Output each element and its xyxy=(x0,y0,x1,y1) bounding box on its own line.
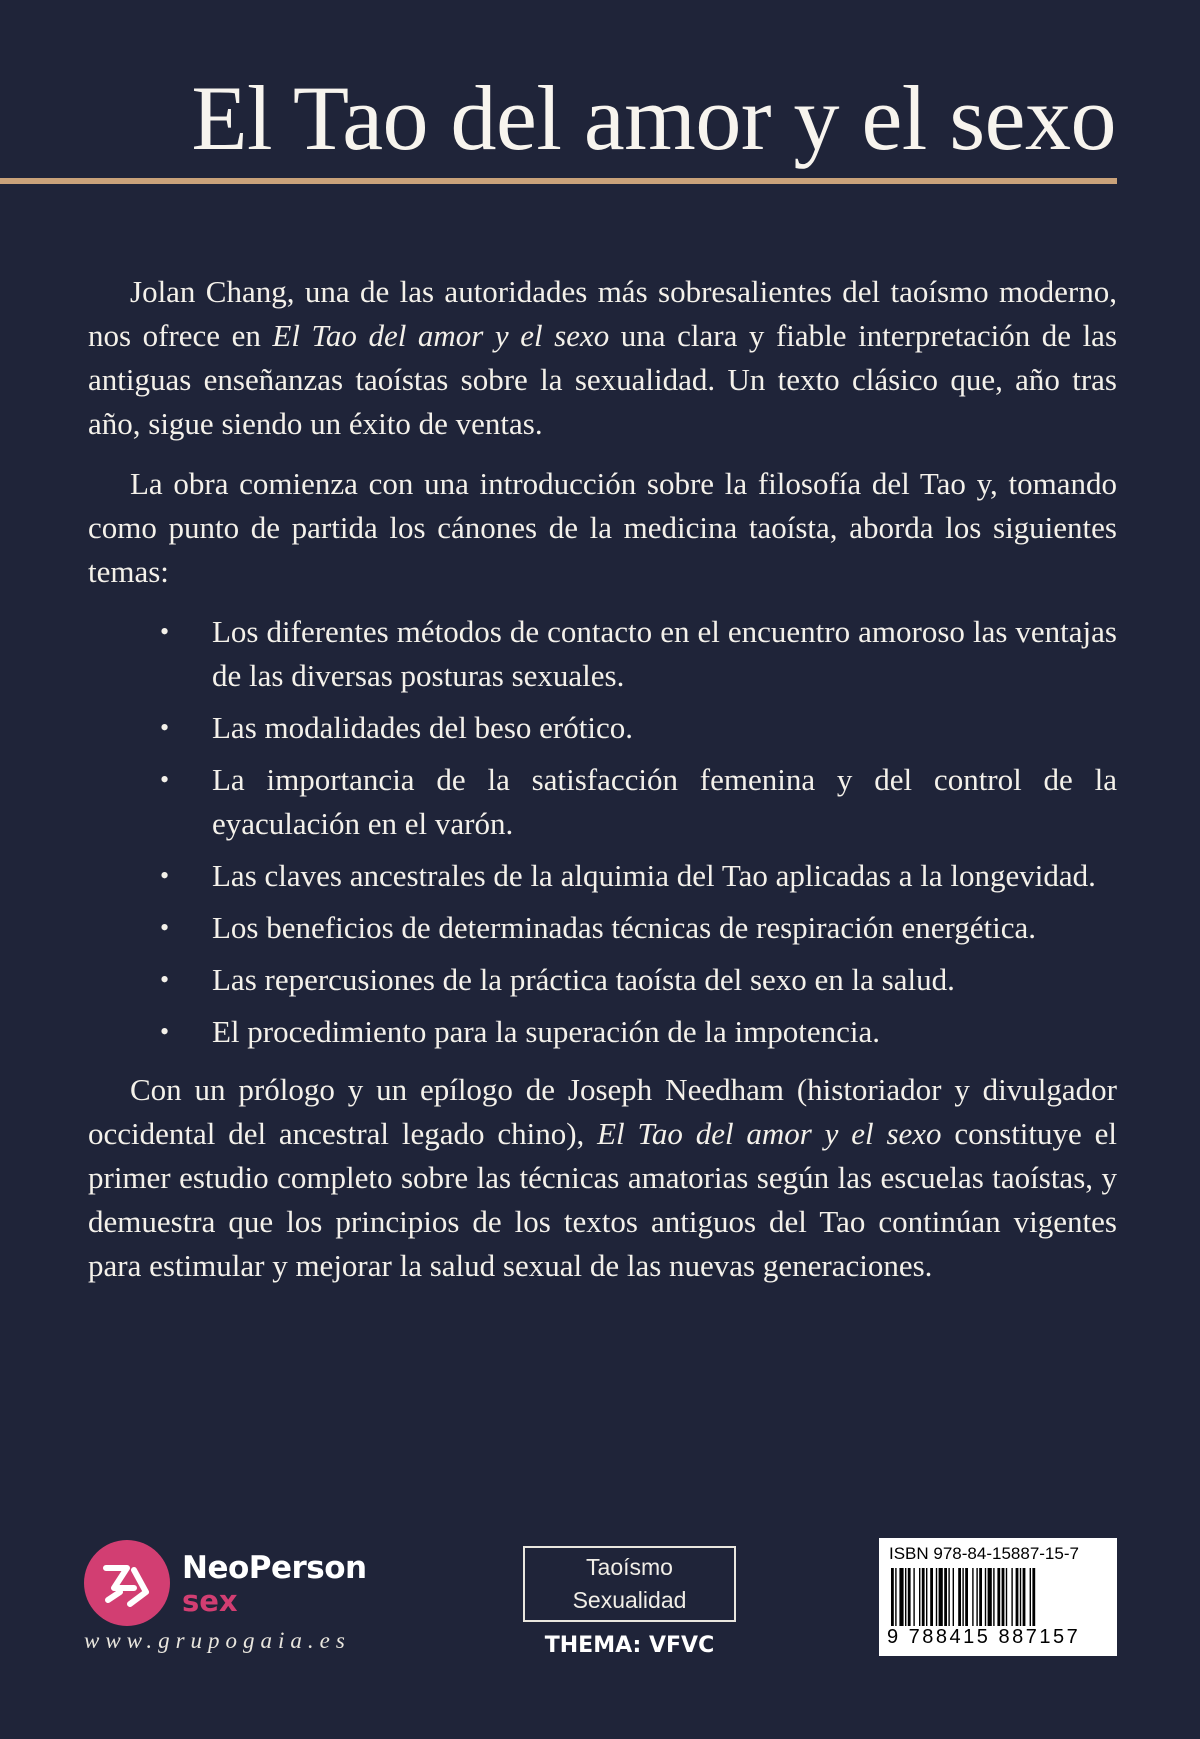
barcode-bar xyxy=(1020,1568,1021,1626)
publisher-logo-icon xyxy=(84,1540,170,1626)
barcode-bar xyxy=(930,1568,933,1626)
bullet-icon: • xyxy=(160,1017,170,1046)
barcode-bar xyxy=(919,1568,920,1626)
list-item xyxy=(88,758,1117,846)
list-item xyxy=(88,706,1117,750)
topic-text: El procedimiento para la superación de la impotencia. xyxy=(212,1014,880,1049)
barcode-bar xyxy=(958,1568,961,1626)
topic-text: Las claves ancestrales de la alquimia del Tao aplicadas a la longevidad. xyxy=(212,858,1096,893)
barcode-bar xyxy=(1002,1568,1005,1626)
publisher-imprint: sex xyxy=(182,1584,238,1618)
intro-text-a: Jolan Chang, una de las autoridades más sobresalientes del taoísmo moderno, nos ofrece en xyxy=(88,274,1117,353)
barcode-bar xyxy=(985,1568,986,1626)
closing-book-title: El Tao del amor y el sexo xyxy=(597,1116,942,1151)
barcode-bar xyxy=(895,1568,896,1626)
barcode-digits: 9 788415 887157 xyxy=(887,1626,1081,1648)
bullet-icon: • xyxy=(160,965,170,994)
barcode-bar xyxy=(936,1568,937,1626)
bullet-icon: • xyxy=(160,861,170,890)
list-item xyxy=(88,906,1117,950)
barcode-bar xyxy=(905,1568,906,1626)
barcode-bar xyxy=(997,1568,1000,1626)
barcode-bar xyxy=(979,1568,982,1626)
list-item xyxy=(88,854,1117,898)
barcode-bars xyxy=(889,1568,1107,1626)
barcode-bar xyxy=(988,1568,992,1626)
category-box xyxy=(523,1546,736,1622)
closing-text-b: constituye el primer estudio completo sobre las técnicas amatorias según las escuelas taoístas, y demuestra que los principios de los textos antiguos del Tao continúan vigentes para estimular y mejorar la salud sexual de las nuevas generaciones. xyxy=(88,1116,1117,1283)
topic-text: La importancia de la satisfacción femenina y del control de la eyaculación en el varón. xyxy=(212,762,1117,841)
back-cover-text xyxy=(88,270,1117,1304)
bullet-icon: • xyxy=(160,913,170,942)
publisher-name: NeoPerson xyxy=(182,1550,367,1586)
barcode-bar xyxy=(908,1568,911,1626)
barcode-bar xyxy=(1030,1568,1031,1626)
barcode-bar xyxy=(1023,1568,1026,1626)
topic-text: Las repercusiones de la práctica taoísta del sexo en la salud. xyxy=(212,962,955,997)
barcode-bar xyxy=(891,1568,894,1626)
book-title: El Tao del amor y el sexo xyxy=(191,67,1116,169)
overview-paragraph: La obra comienza con una introducción sobre la filosofía del Tao y, tomando como punto de partida los cánones de la medicina taoísta, aborda los siguientes temas: xyxy=(88,466,1117,589)
isbn-label: ISBN 978-84-15887-15-7 xyxy=(889,1544,1079,1563)
barcode-bar xyxy=(976,1568,977,1626)
barcode-bar xyxy=(939,1568,943,1626)
category-label: Taoísmo xyxy=(586,1554,673,1580)
barcode-bar xyxy=(993,1568,994,1626)
barcode-bar xyxy=(948,1568,949,1626)
barcode-bar xyxy=(1006,1568,1007,1626)
topic-text: Los beneficios de determinadas técnicas de respiración energética. xyxy=(212,910,1036,945)
barcode-bar xyxy=(1011,1568,1012,1626)
bullet-icon: • xyxy=(160,713,170,742)
barcode-bar xyxy=(1016,1568,1019,1626)
barcode-bar xyxy=(953,1568,954,1626)
topic-text: Las modalidades del beso erótico. xyxy=(212,710,633,745)
list-item xyxy=(88,610,1117,698)
title-rule xyxy=(0,178,1117,184)
thema-code: THEMA: VFVC xyxy=(544,1633,715,1658)
barcode-bar xyxy=(944,1568,947,1626)
barcode-bar xyxy=(962,1568,963,1626)
barcode-bar xyxy=(922,1568,925,1626)
list-item xyxy=(88,958,1117,1002)
closing-text-a: Con un prólogo y un epílogo de Joseph Needham (historiador y divulgador occidental del ancestral legado chino), xyxy=(88,1072,1117,1151)
logo-symbol-icon xyxy=(84,1540,170,1626)
barcode-bar xyxy=(972,1568,973,1626)
intro-text-b: una clara y fiable interpretación de las antiguas enseñanzas taoístas sobre la sexualidad. Un texto clásico que, año tras año, sigue siendo un éxito de ventas. xyxy=(88,318,1118,441)
category-label: Sexualidad xyxy=(572,1587,687,1613)
bullet-icon: • xyxy=(160,765,170,794)
closing-paragraph xyxy=(88,1068,1117,1288)
bullet-icon: • xyxy=(160,617,170,646)
barcode-bar xyxy=(1032,1568,1035,1626)
barcode-bar xyxy=(926,1568,927,1626)
list-item xyxy=(88,1010,1117,1054)
barcode-bar xyxy=(965,1568,968,1626)
isbn-barcode xyxy=(879,1538,1117,1656)
topics-list xyxy=(88,610,1117,1054)
intro-paragraph xyxy=(88,270,1117,446)
barcode-bar xyxy=(899,1568,903,1626)
barcode-bar xyxy=(913,1568,914,1626)
intro-book-title: El Tao del amor y el sexo xyxy=(272,318,610,353)
topic-text: Los diferentes métodos de contacto en el encuentro amoroso las ventajas de las diversas posturas sexuales. xyxy=(212,614,1117,693)
publisher-url[interactable]: www.grupogaia.es xyxy=(84,1628,351,1653)
